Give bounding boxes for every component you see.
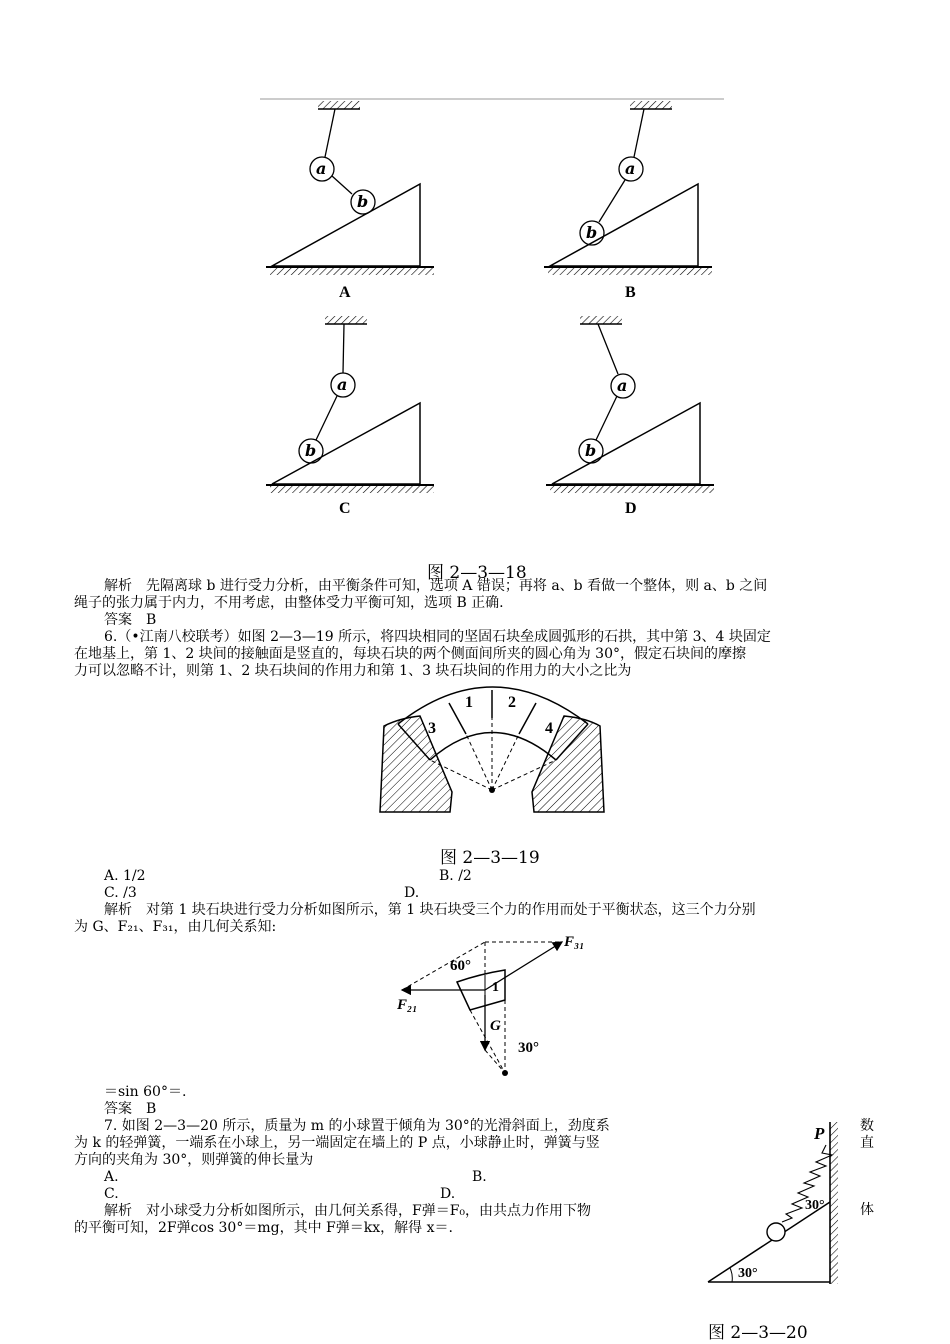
answer-line: 答案 B [104, 612, 157, 628]
analysis-line: 解析 先隔离球 b 进行受力分析，由平衡条件可知，选项 A 错误；再将 a、b 看做一个整体，则 a、b 之间 [104, 578, 768, 594]
ball-b-label: b [586, 223, 598, 242]
question-line: 在地基上，第 1、2 块间的接触面是竖直的，每块石块的两个侧面间所夹的圆心角为 30°，假定石块间的摩擦 [74, 646, 746, 662]
panel-b [544, 101, 712, 275]
block-label-4: 4 [545, 720, 553, 737]
ball-b-label: b [305, 441, 317, 460]
option-label-c: C [339, 500, 351, 517]
analysis-line: 解析 对第 1 块石块进行受力分析如图所示，第 1 块石块受三个力的作用而处于平衡状态，这三个力分别 [104, 902, 756, 918]
angle-bottom-label: 30° [738, 1266, 758, 1281]
option-a: A. 1/2 [104, 868, 146, 884]
panel-a [266, 101, 434, 275]
ball-b-label: b [357, 192, 369, 211]
panel-c [266, 316, 434, 493]
force-block-label: 1 [492, 980, 499, 995]
block-label-3: 3 [428, 720, 436, 737]
figure-2-3-18 [0, 0, 950, 560]
option-label-d: D [625, 500, 637, 517]
ball-a-label: a [337, 375, 348, 394]
point-p-label: P [814, 1124, 825, 1143]
option-d: D. [440, 1186, 456, 1202]
force-diagram [390, 930, 580, 1080]
option-label-a: A [339, 284, 351, 301]
analysis-line: 解析 对小球受力分析如图所示，由几何关系得，F弹＝F₀，由共点力作用下物 [104, 1203, 592, 1219]
figure-caption-20: 图 2—3—20 [708, 1323, 808, 1343]
option-d: D. [404, 885, 420, 901]
option-b: B. [472, 1169, 487, 1185]
question-line: 为 k 的轻弹簧，一端系在小球上，另一端固定在墙上的 P 点，小球静止时，弹簧与竖 [74, 1135, 600, 1151]
block-label-2: 2 [508, 694, 516, 711]
answer-line: 答案 B [104, 1101, 157, 1117]
ball-a-label: a [625, 159, 636, 178]
ball-a-label: a [617, 376, 628, 395]
force-label-g: G [490, 1018, 501, 1034]
angle-top-label: 30° [805, 1198, 825, 1213]
analysis-line: 的平衡可知，2F弹cos 30°＝mg，其中 F弹＝kx，解得 x＝. [74, 1220, 453, 1236]
figure-2-3-20 [700, 1118, 850, 1290]
question-line: 7. 如图 2—3—20 所示，质量为 m 的小球置于倾角为 30°的光滑斜面上，劲度系 [104, 1118, 610, 1134]
figure-2-3-19 [370, 680, 620, 840]
question-line: 方向的夹角为 30°，则弹簧的伸长量为 [74, 1152, 314, 1168]
question-line: 力可以忽略不计，则第 1、2 块石块间的作用力和第 1、3 块石块间的作用力的大小之比为 [74, 663, 632, 679]
result-line: ＝sin 60°＝. [104, 1084, 187, 1100]
figure-caption-19: 图 2—3—19 [440, 848, 540, 868]
question-line: 6.（•江南八校联考）如图 2—3—19 所示，将四块相同的坚固石块垒成圆弧形的石拱，其中第 3、4 块固定 [104, 629, 771, 645]
angle-30-label: 30° [518, 1040, 539, 1056]
panel-d [546, 316, 714, 493]
option-c: C. [104, 1186, 119, 1202]
side-text: 体 [860, 1202, 874, 1218]
analysis-line: 为 G、F₂₁、F₃₁，由几何关系知: [74, 919, 277, 935]
side-text: 数 [860, 1118, 874, 1134]
option-b: B. /2 [439, 868, 472, 884]
option-a: A. [104, 1169, 119, 1185]
angle-60-label: 60° [450, 958, 471, 974]
figure-caption-18: 图 2—3—18 [427, 563, 527, 583]
ball-a-label: a [316, 159, 327, 178]
ball-b-label: b [585, 441, 597, 460]
option-label-b: B [625, 284, 636, 301]
force-label-f31: F₃₁ [564, 934, 585, 950]
analysis-line: 绳子的张力属于内力，不用考虑，由整体受力平衡可知，选项 B 正确. [74, 595, 504, 611]
force-label-f21: F₂₁ [397, 997, 418, 1013]
option-c: C. /3 [104, 885, 137, 901]
block-label-1: 1 [465, 694, 473, 711]
side-text: 直 [860, 1135, 874, 1151]
